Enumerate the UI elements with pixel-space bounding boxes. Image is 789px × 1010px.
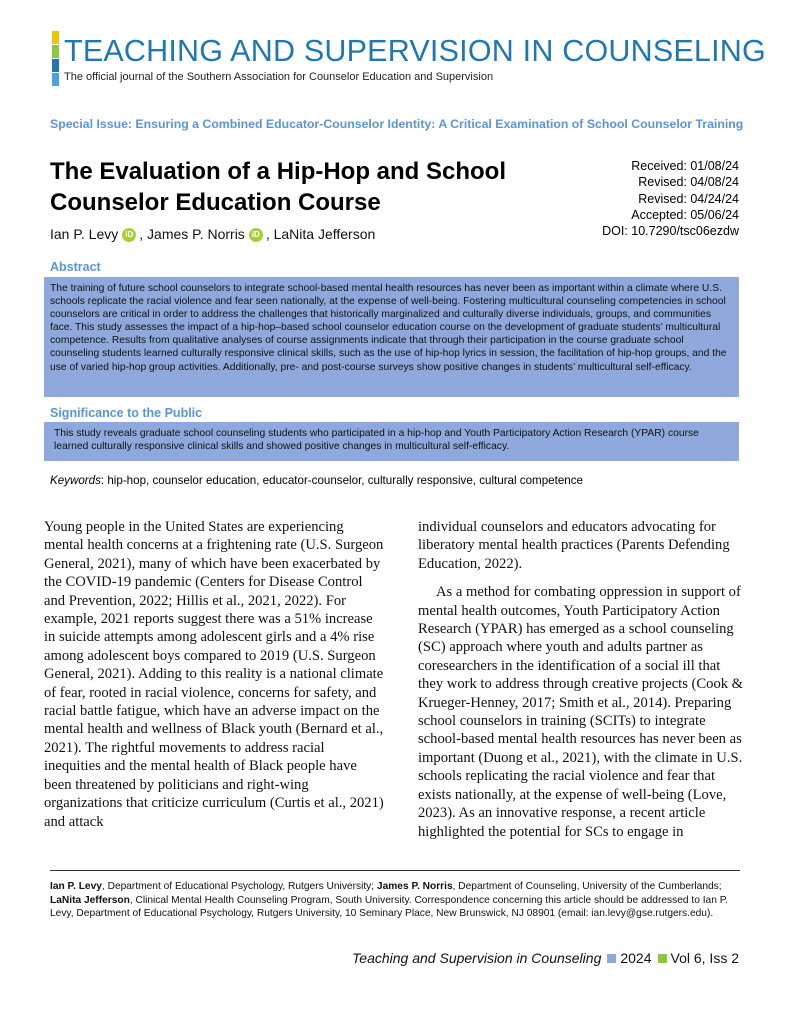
author-list: Ian P. Levy iD , James P. Norris iD , LaNita Jefferson (50, 226, 376, 242)
revised-date: Revised: 04/24/24 (638, 191, 739, 206)
journal-subtitle: The official journal of the Southern Association for Counselor Education and Supervision (64, 71, 494, 83)
orcid-icon[interactable]: iD (249, 228, 263, 242)
keywords-line (50, 474, 583, 487)
journal-logo-bars (52, 31, 59, 85)
footer-square-blue (607, 954, 616, 963)
affiliation-author: James P. Norris (376, 881, 453, 892)
abstract-box: The training of future school counselors to integrate school-based mental health resources has never been as important within a climate where U.S. schools replicate the racial violence and fear seen nationally, at the expense of well-being. Fostering multicultural counseling competencies in school counselors are critical in order to address the challenges that historically marginalized and culturally diverse individuals, groups, and communities face. This study assesses the impact of a hip-hop–based school counselor education course on the development of graduate students’ multicultural competence. Results from qualitative analyses of course assignments indicate that through their participation in the course graduate school counseling students learned culturally responsive clinical skills, such as the use of hip-hop lyrics in session, the facilitation of hip-hop groups, and the use of varied hip-hop group activities. Additionally, pre- and post-course surveys show positive changes in students’ multicultural self-efficacy. (44, 277, 739, 397)
footer-square-green (658, 954, 667, 963)
affiliation-author: Ian P. Levy (50, 881, 102, 892)
affiliation-text: , Department of Educational Psychology, Rutgers University; (101, 881, 377, 892)
author-affiliations (50, 880, 740, 921)
received-date: Received: 01/08/24 (631, 159, 739, 173)
revised-date: Revised: 04/08/24 (638, 175, 739, 190)
logo-bar-lightblue (52, 73, 59, 86)
footnote-divider (50, 870, 740, 871)
body-paragraph: individual counselors and educators advocating for liberatory mental health practices (Parents Defending Education, 2022). (418, 519, 730, 572)
special-issue-banner: Special Issue: Ensuring a Combined Educator-Counselor Identity: A Critical Examination of School Counselor Training (50, 117, 744, 131)
author-name[interactable]: James P. Norris (147, 226, 245, 242)
affiliation-text: , Clinical Mental Health Counseling Program, South University. Correspondence concerning this article should be addressed to Ian P. Levy, Department of Educational Psychology, Rutgers University, 10 Seminary Place, New Brunswick, NJ 08901 (email: ian.levy@gse.rutgers.edu). (50, 894, 729, 920)
body-paragraph: As a method for combating oppression in support of mental health outcomes, Youth Participatory Action Research (YPAR) has emerged as a school counseling (SC) approach where youth and adults partner as coresearchers in the identification of a social ill that they work to address through creative projects (Cook & Krueger-Henney, 2017; Smith et al., 2014). Preparing school counselors in training (SCITs) to integrate school-based mental health resources has never been as important (Duong et al., 2021), with the climate in U.S. schools replicating the racial violence and fear that exists nationally, at the expense of well-being (Love, 2023). As an innovative response, a recent article highlighted the potential for SCs to engage in (418, 584, 744, 840)
affiliation-author: LaNita Jefferson (50, 894, 130, 906)
logo-bar-blue (52, 59, 59, 72)
keywords-text: : hip-hop, counselor education, educator-counselor, culturally responsive, cultural competence (100, 474, 583, 487)
logo-bar-yellow (52, 31, 59, 44)
body-column-right (418, 518, 748, 841)
article-dates (602, 158, 739, 239)
footer-year: 2024 (620, 950, 652, 966)
body-column-left (44, 518, 384, 831)
logo-bar-green (52, 45, 59, 58)
article-title: The Evaluation of a Hip-Hop and School Counselor Education Course (50, 158, 507, 216)
significance-box: This study reveals graduate school counseling students who participated in a hip-hop and Youth Participatory Action Research (YPAR) course learned culturally responsive clinical skills and showed positive changes in multicultural self-efficacy. (44, 422, 739, 461)
accepted-date: Accepted: 05/06/24 (631, 207, 739, 222)
significance-heading: Significance to the Public (50, 406, 203, 420)
author-name[interactable]: LaNita Jefferson (273, 226, 376, 242)
orcid-icon[interactable]: iD (122, 228, 136, 242)
doi[interactable]: DOI: 10.7290/tsc06ezdw (602, 224, 739, 239)
footer-journal-name: Teaching and Supervision in Counseling (352, 950, 602, 966)
author-name[interactable]: Ian P. Levy (50, 226, 119, 242)
page-footer (352, 950, 739, 966)
affiliation-text: , Department of Counseling, University of the Cumberlands; (452, 881, 722, 892)
keywords-label: Keywords (50, 474, 101, 487)
abstract-heading: Abstract (50, 260, 101, 274)
footer-volume: Vol 6, Iss 2 (670, 950, 739, 966)
body-paragraph: Young people in the United States are experiencing mental health concerns at a frightening rate (U.S. Surgeon General, 2021), many of which have been exacerbated by the COVID-19 pandemic (Centers for Disease Control and Prevention, 2022; Hillis et al., 2021, 2022). For example, 2021 reports suggest there was a 51% increase in suicide attempts among adolescent girls and a 4% rise among adolescent boys compared to 2019 (U.S. Surgeon General, 2021). Adding to this reality is a national climate of fear, rooted in racial violence, concerns for safety, and racial battle fatigue, which have an adverse impact on the mental health and wellness of Black youth (Bernard et al., 2021). The rightful movements to address racial inequities and the mental health of Black people have been threatened by politicians and right-wing organizations that criticize curriculum (Curtis et al., 2021) and attack (44, 519, 384, 830)
journal-title: TEACHING AND SUPERVISION IN COUNSELING (64, 34, 766, 68)
